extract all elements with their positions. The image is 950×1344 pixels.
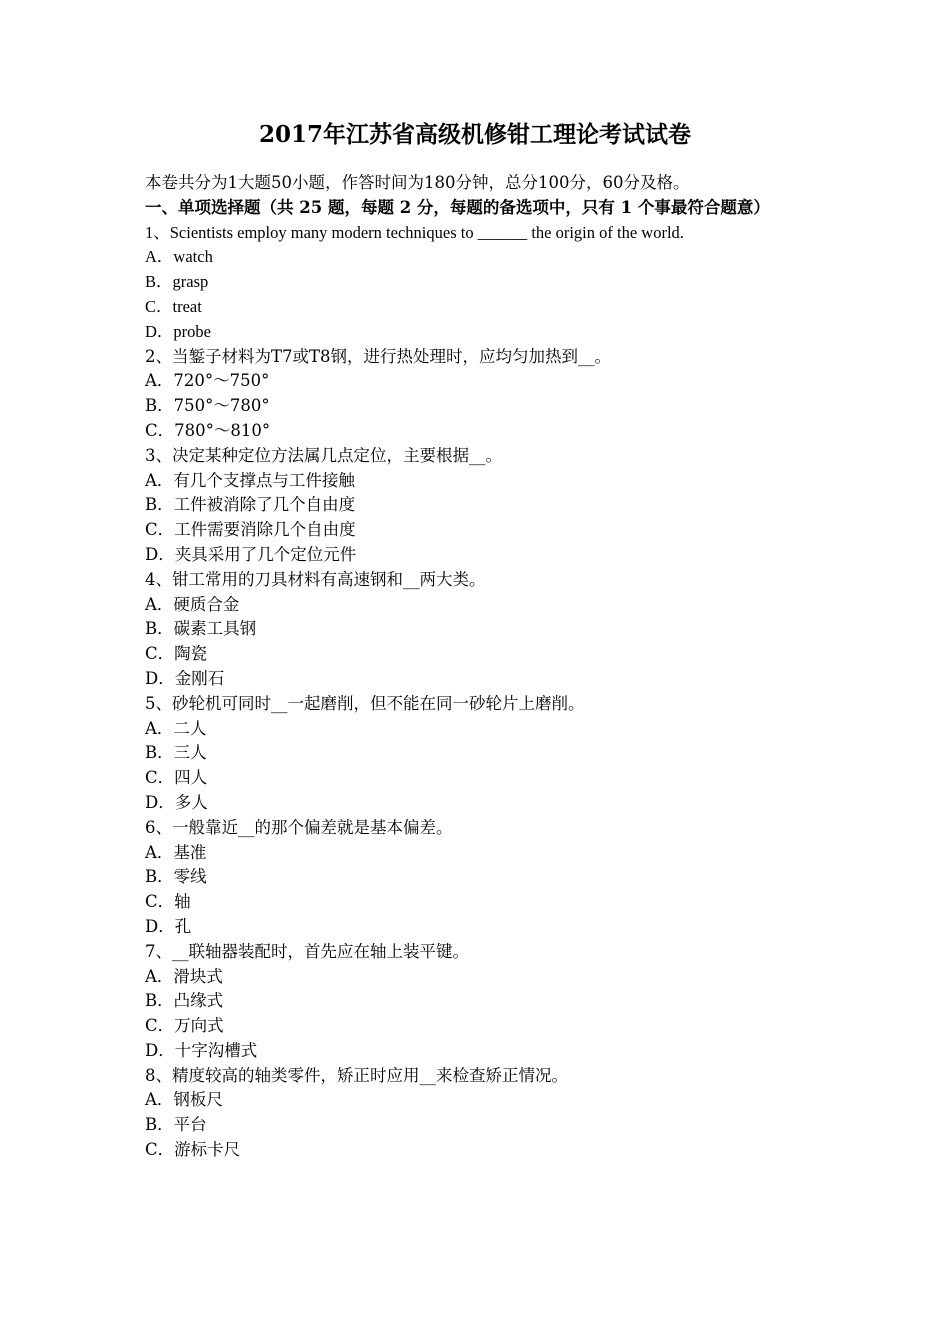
question-7 bbox=[145, 940, 815, 1064]
question-stem: 3、决定某种定位方法属几点定位，主要根据__。 bbox=[145, 445, 502, 465]
option-c: C．轴 bbox=[145, 892, 191, 912]
option-c: C．treat bbox=[145, 296, 202, 316]
option-a: A．钢板尺 bbox=[145, 1090, 223, 1110]
option-b: B．三人 bbox=[145, 743, 207, 763]
question-3 bbox=[145, 444, 815, 568]
option-b: B．凸缘式 bbox=[145, 991, 224, 1011]
option-a: A．720°～750° bbox=[145, 371, 270, 391]
option-c: C．四人 bbox=[145, 768, 208, 788]
option-c: C．陶瓷 bbox=[145, 644, 208, 664]
question-2 bbox=[145, 345, 815, 444]
option-b: B．碳素工具钢 bbox=[145, 619, 257, 639]
option-d: D．金刚石 bbox=[145, 668, 225, 688]
question-6 bbox=[145, 816, 815, 940]
option-c: C．万向式 bbox=[145, 1016, 224, 1036]
option-b: B．平台 bbox=[145, 1115, 207, 1135]
question-stem: 8、精度较高的轴类零件，矫正时应用__来检查矫正情况。 bbox=[145, 1065, 568, 1085]
question-1 bbox=[145, 221, 815, 345]
question-stem: 4、钳工常用的刀具材料有高速钢和__两大类。 bbox=[145, 569, 486, 589]
question-stem: 5、砂轮机可同时__一起磨削，但不能在同一砂轮片上磨削。 bbox=[145, 693, 585, 713]
option-a: A．watch bbox=[145, 247, 213, 267]
option-a: A．硬质合金 bbox=[145, 594, 240, 614]
option-c: C．780°～810° bbox=[145, 420, 271, 440]
document-body bbox=[145, 171, 815, 1163]
option-b: B．零线 bbox=[145, 867, 207, 887]
option-c: C．游标卡尺 bbox=[145, 1140, 241, 1160]
option-d: D．夹具采用了几个定位元件 bbox=[145, 544, 357, 564]
option-a: A．二人 bbox=[145, 718, 207, 738]
section-heading: 一、单项选择题（共 25 题，每题 2 分，每题的备选项中，只有 1 个事最符合题意） bbox=[145, 197, 770, 217]
question-stem: 7、__联轴器装配时，首先应在轴上装平键。 bbox=[145, 941, 469, 961]
option-b: B．grasp bbox=[145, 272, 209, 292]
option-d: D．孔 bbox=[145, 916, 192, 936]
question-8 bbox=[145, 1064, 815, 1163]
option-c: C．工件需要消除几个自由度 bbox=[145, 520, 356, 540]
question-5 bbox=[145, 692, 815, 816]
question-4 bbox=[145, 568, 815, 692]
question-stem: 6、一般靠近__的那个偏差就是基本偏差。 bbox=[145, 817, 453, 837]
option-d: D．probe bbox=[145, 321, 211, 341]
option-b: B．工件被消除了几个自由度 bbox=[145, 495, 356, 515]
option-a: A．有几个支撑点与工件接触 bbox=[145, 470, 355, 490]
option-a: A．基准 bbox=[145, 842, 207, 862]
question-stem: 1、Scientists employ many modern techniques to ______ the origin of the world. bbox=[145, 222, 684, 242]
option-a: A．滑块式 bbox=[145, 966, 223, 986]
exam-intro: 本卷共分为1大题50小题，作答时间为180分钟，总分100分，60分及格。 bbox=[145, 173, 690, 192]
question-stem: 2、当錾子材料为T7或T8钢，进行热处理时，应均匀加热到__。 bbox=[145, 346, 612, 366]
document-title: 2017年江苏省高级机修钳工理论考试试卷 bbox=[258, 121, 691, 148]
option-d: D．多人 bbox=[145, 792, 208, 812]
option-b: B．750°～780° bbox=[145, 396, 270, 416]
option-d: D．十字沟槽式 bbox=[145, 1040, 258, 1060]
